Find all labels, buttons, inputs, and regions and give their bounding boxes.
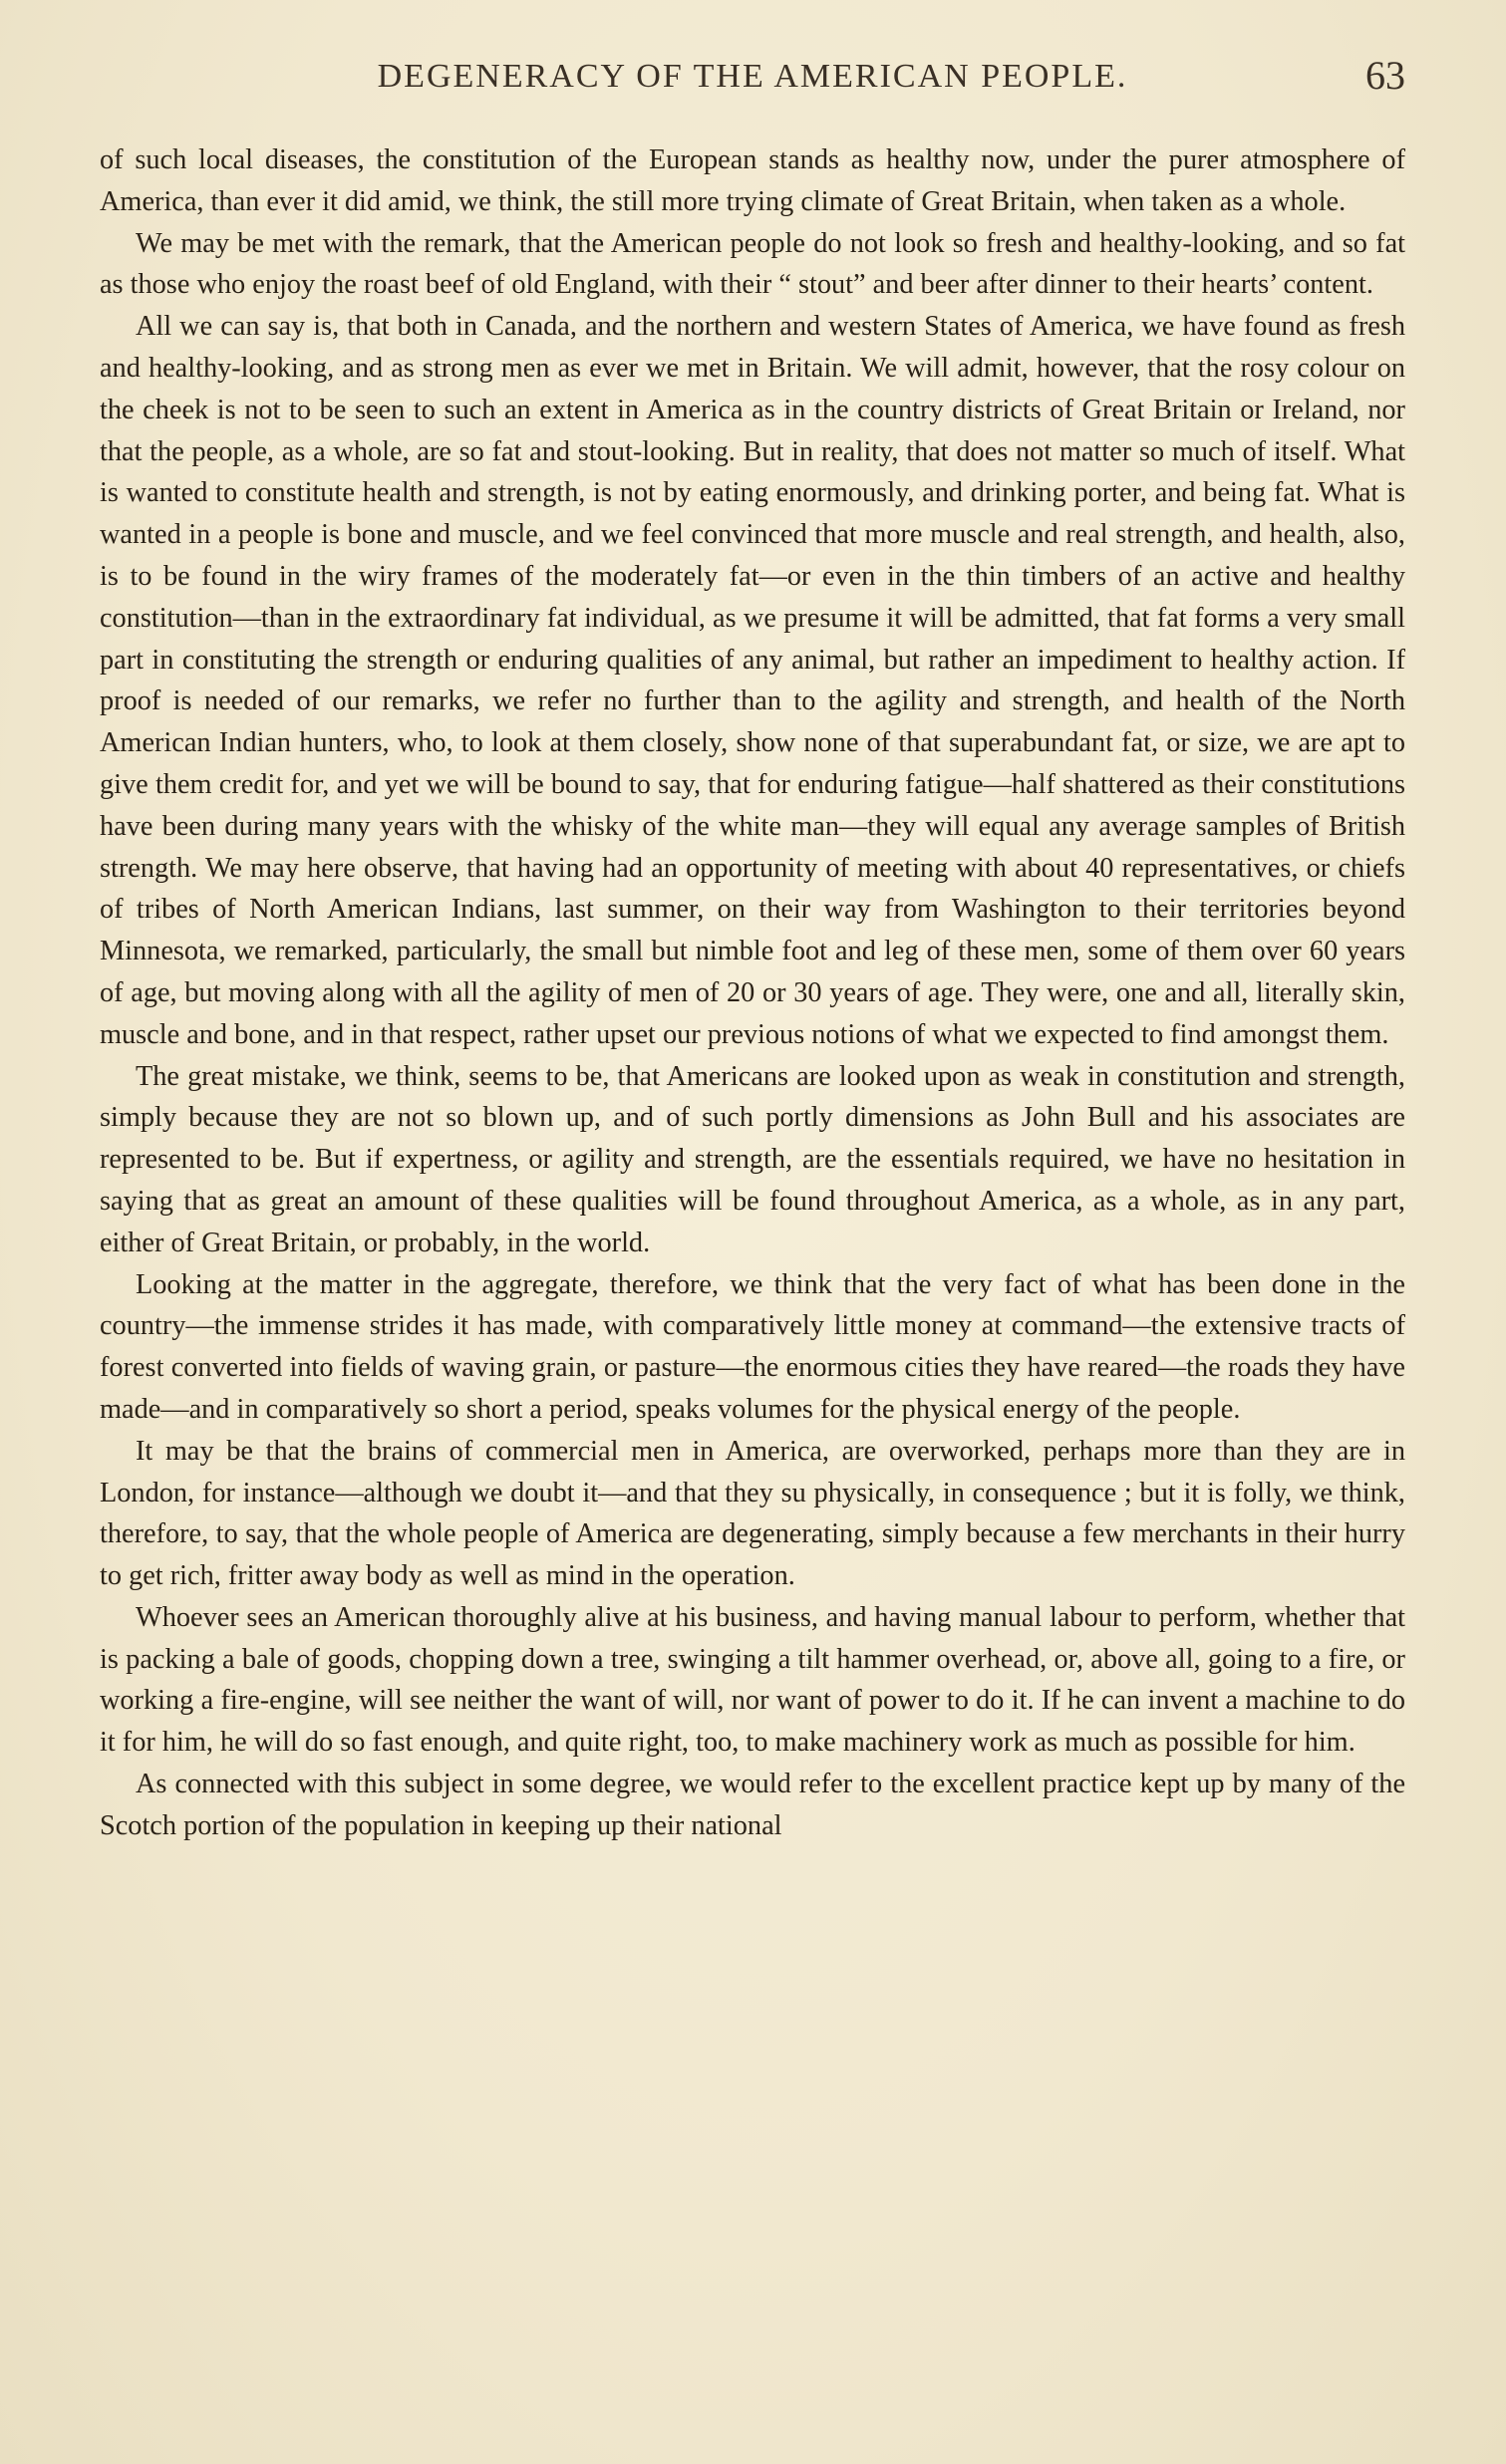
paragraph: Looking at the matter in the aggregate, therefore, we think that the very fact of what has been done in the country—the immense strides it has made, with comparatively little money at command—the extensive tracts of forest converted into fields of waving grain, or pasture—the enormous cities they have reared—the roads they have made—and in comparatively so short a period, speaks volumes for the physical energy of the people. (100, 1268, 1405, 1425)
paragraph: As connected with this subject in some degree, we would refer to the excellent practice kept up by many of the Scotch portion of the population in keeping up their national (100, 1769, 1405, 1841)
body-text (100, 139, 1405, 2431)
page-number: 63 (1365, 53, 1405, 98)
paragraph: It may be that the brains of commercial men in America, are overworked, perhaps more than they are in London, for instance—although we doubt it—and that they su physically, in consequence ; but it is folly, we think, therefore, to say, that the whole people of America are degenerating, simply because a few merchants in their hurry to get rich, fritter away body as well as mind in the operation. (100, 1435, 1405, 1592)
paragraph: All we can say is, that both in Canada, and the northern and western States of America, we have found as fresh and healthy-looking, and as strong men as ever we met in Britain. We will admit, however, that the rosy colour on the cheek is not to be seen to such an extent in America as in the country districts of Great Britain or Ireland, nor that the people, as a whole, are so fat and stout-looking. But in reality, that does not matter so much of itself. What is wanted to constitute health and strength, is not by eating enormously, and drinking porter, and being fat. What is wanted in a people is bone and muscle, and we feel convinced that more muscle and real strength, and health, also, is to be found in the wiry frames of the moderately fat—or even in the thin timbers of an active and healthy constitution—than in the extraordinary fat individual, as we presume it will be admitted, that fat forms a very small part in constituting the strength or enduring qualities of any animal, but rather an impediment to healthy action. If proof is needed of our remarks, we refer no further than to the agility and strength, and health of the North American Indian hunters, who, to look at them closely, show none of that superabundant fat, or size, we are apt to give them credit for, and yet we will be bound to say, that for enduring fatigue—half shattered as their constitutions have been during many years with the whisky of the white man—they will equal any average samples of British strength. We may here observe, that having had an opportunity of meeting with about 40 representatives, or chiefs of tribes of North American Indians, last summer, on their way from Washington to their territories beyond Minnesota, we remarked, particularly, the small but nimble foot and leg of these men, some of them over 60 years of age, but moving along with all the agility of men of 20 or 30 years of age. They were, one and all, literally skin, muscle and bone, and in that respect, rather upset our previous notions of what we expected to find amongst them. (100, 311, 1405, 1050)
paragraph: We may be met with the remark, that the American people do not look so fresh and healthy-looking, and so fat as those who enjoy the roast beef of old England, with their “ stout” and beer after dinner to their hearts’ content. (100, 227, 1405, 301)
running-head: DEGENERACY OF THE AMERICAN PEOPLE. (377, 58, 1128, 95)
page-header (100, 53, 1405, 108)
paragraph: of such local diseases, the constitution of the European stands as healthy now, under the purer atmosphere of America, than ever it did amid, we think, the still more trying climate of Great Britain, when taken as a whole. (100, 144, 1405, 217)
paragraph: Whoever sees an American thoroughly alive at his business, and having manual labour to perform, whether that is packing a bale of goods, chopping down a tree, swinging a tilt hammer overhead, or, above all, going to a fire, or working a fire-engine, will see neither the want of will, nor want of power to do it. If he can invent a machine to do it for him, he will do so fast enough, and quite right, too, to make machinery work as much as possible for him. (100, 1601, 1405, 1759)
paragraph: The great mistake, we think, seems to be, that Americans are looked upon as weak in constitution and strength, simply because they are not so blown up, and of such portly dimensions as John Bull and his associates are represented to be. But if expertness, or agility and strength, are the essentials required, we have no hesitation in saying that as great an amount of these qualities will be found throughout America, as a whole, as in any part, either of Great Britain, or probably, in the world. (100, 1060, 1405, 1258)
